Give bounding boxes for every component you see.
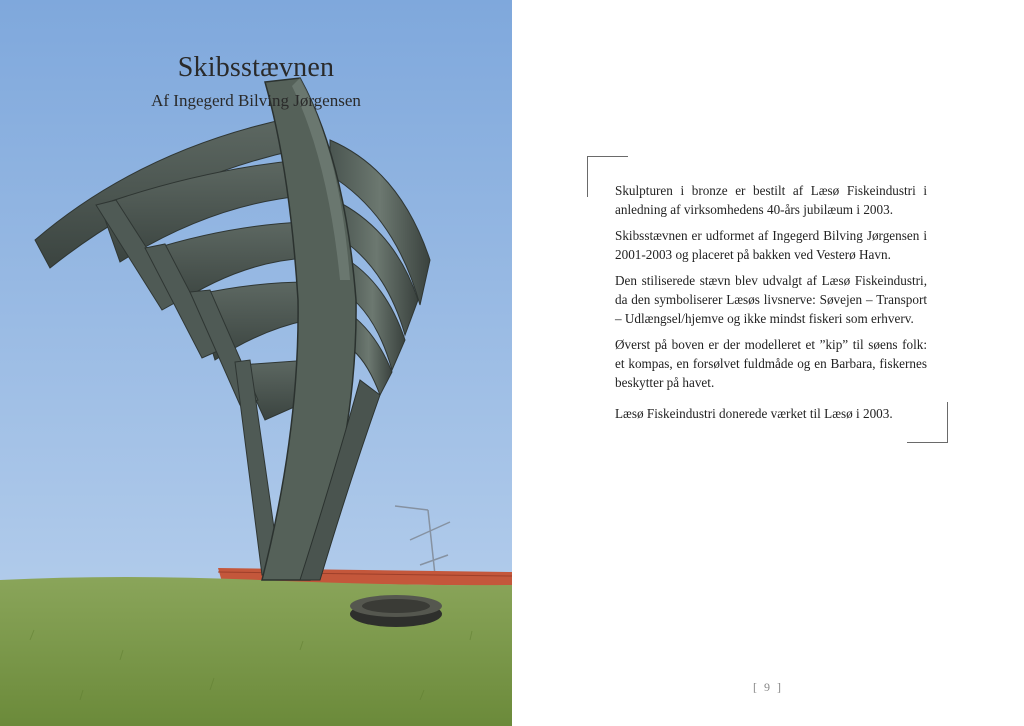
corner-bracket-bottom-right	[907, 402, 948, 443]
page-title: Skibsstævnen	[177, 52, 335, 83]
paragraph: Skibsstævnen er udformet af Ingegerd Bilving Jørgensen i 2001-2003 og placeret på bakken ved Vesterø Havn.	[615, 228, 927, 262]
paragraph: Den stiliserede stævn blev udvalgt af Læsø Fiskeindustri, da den symboliserer Læsøs livsnerve: Søvejen – Transport – Udlængsel/hjemve og ikke mindst fiskeri som erhverv.	[615, 273, 927, 326]
body-text	[615, 181, 927, 399]
closing-note: Læsø Fiskeindustri donerede værket til Læsø i 2003.	[615, 406, 893, 421]
page-number: [ 9 ]	[753, 680, 783, 694]
author-subtitle: Af Ingegerd Bilving Jørgensen	[151, 91, 361, 110]
paragraph: Skulpturen i bronze er bestilt af Læsø Fiskeindustri i anledning af virksomhedens 40-års jubilæum i 2003.	[615, 183, 927, 217]
paragraph: Øverst på boven er der modelleret et ”kip” til søens folk: et kompas, en forsølvet fuldmåde og en Barbara, fiskernes beskytter på havet.	[615, 337, 927, 390]
